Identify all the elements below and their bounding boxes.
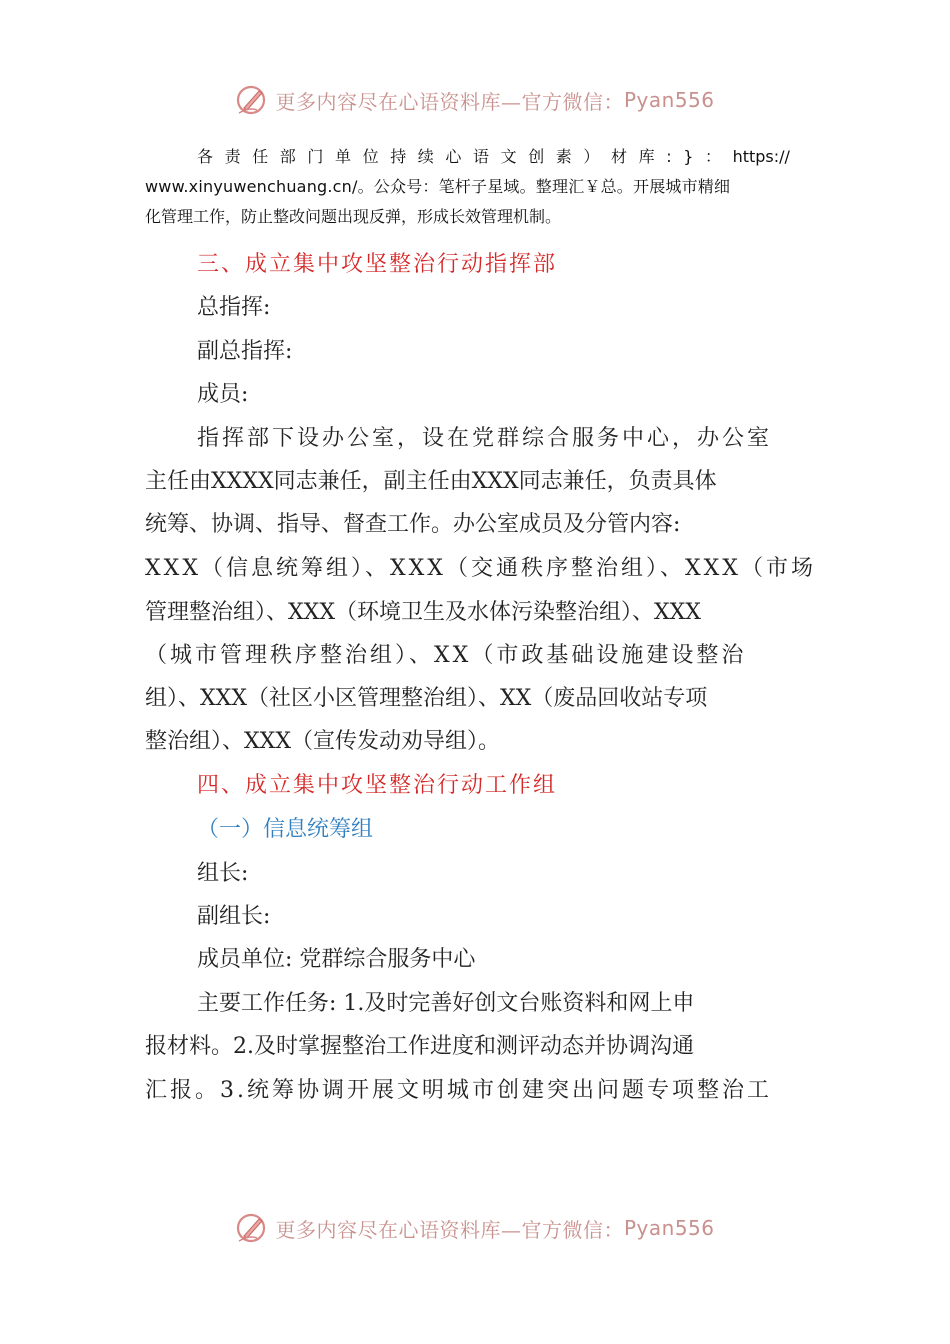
intro-paragraph xyxy=(145,142,805,232)
section-3-heading: 三、成立集中攻坚整治行动指挥部 xyxy=(197,252,558,277)
body-line: 主任由XXXX同志兼任，副主任由XXX同志兼任，负责具体 xyxy=(145,469,717,494)
task-line: 汇报。3.统筹协调开展文明城市创建突出问题专项整治工 xyxy=(145,1078,772,1103)
body-line: 组）、XXX（社区小区管理整治组）、XX（废品回收站专项 xyxy=(145,686,708,711)
deputy-commander-label: 副总指挥: xyxy=(197,339,293,364)
body-line: （城市管理秩序整治组）、XX（市政基础设施建设整治 xyxy=(145,643,747,668)
banner-wechat-id: Pyan556 xyxy=(623,1216,715,1240)
body-line: 统筹、协调、指导、督查工作。办公室成员及分管内容: xyxy=(145,512,681,537)
header-banner xyxy=(0,80,950,120)
member-unit-line: 成员单位: 党群综合服务中心 xyxy=(197,947,476,972)
leader-label: 组长: xyxy=(197,861,249,886)
banner-wechat-id: Pyan556 xyxy=(623,88,715,112)
task-line: 报材料。2.及时掌握整治工作进度和测评动态并协调沟通 xyxy=(145,1034,694,1059)
pen-circle-logo-icon xyxy=(235,1211,269,1245)
commander-label: 总指挥: xyxy=(197,295,271,320)
task-line: 主要工作任务: 1.及时完善好创文台账资料和网上申 xyxy=(197,991,695,1016)
intro-url: https:// xyxy=(732,147,790,166)
pen-circle-logo-icon xyxy=(235,83,269,117)
body-line: 整治组）、XXX（宣传发动劝导组）。 xyxy=(145,729,500,754)
members-label: 成员: xyxy=(197,382,249,407)
subsection-1-heading: （一）信息统筹组 xyxy=(197,817,374,842)
banner-text: 更多内容尽在心语资料库—官方微信： xyxy=(275,1217,624,1242)
section-4-heading: 四、成立集中攻坚整治行动工作组 xyxy=(197,773,558,798)
intro-line: www.xinyuwenchuang.cn/。公众号：笔杆子星域。整理汇￥总。开展城市精细 xyxy=(145,177,731,196)
body-line: 管理整治组）、XXX（环境卫生及水体污染整治组）、XXX xyxy=(145,600,701,625)
deputy-leader-label: 副组长: xyxy=(197,904,271,929)
body-line: XXX（信息统筹组）、XXX（交通秩序整治组）、XXX（市场 xyxy=(145,556,816,581)
footer-banner xyxy=(0,1208,950,1248)
intro-line: 化管理工作，防止整改问题出现反弹，形成长效管理机制。 xyxy=(145,207,562,226)
body-line: 指挥部下设办公室，设在党群综合服务中心，办公室 xyxy=(197,426,773,451)
banner-text: 更多内容尽在心语资料库—官方微信： xyxy=(275,89,624,114)
intro-line: 各责任部门单位持续心语文创素）材库:}：https:// xyxy=(197,147,790,166)
